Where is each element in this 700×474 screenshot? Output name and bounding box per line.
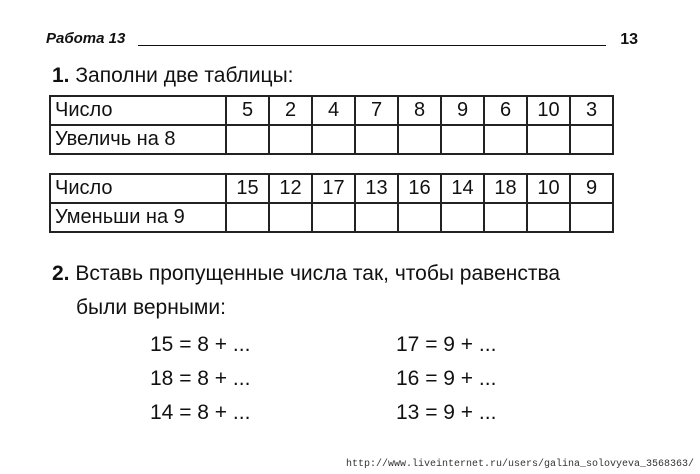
answer-cell[interactable] [398, 203, 441, 232]
table-cell-value: 15 [226, 174, 269, 203]
table-row [50, 174, 613, 203]
source-watermark: http://www.liveinternet.ru/users/galina_solovyeva_3568363/ [345, 459, 694, 470]
table-cell-value: 13 [355, 174, 398, 203]
answer-cell[interactable] [269, 125, 312, 154]
task1-heading [52, 64, 294, 88]
row-label-decrease: Уменьши на 9 [50, 203, 226, 232]
answer-cell[interactable] [570, 125, 613, 154]
table-cell-value: 14 [441, 174, 484, 203]
answer-cell[interactable] [355, 125, 398, 154]
table-cell-value: 9 [570, 174, 613, 203]
equation-right: 16 = 9 + ... [396, 367, 497, 390]
table-row [50, 125, 613, 154]
table-decrease [49, 173, 614, 233]
table-cell-value: 16 [398, 174, 441, 203]
answer-cell[interactable] [226, 203, 269, 232]
equation-left: 14 = 8 + ... [150, 401, 251, 424]
answer-cell[interactable] [398, 125, 441, 154]
table-cell-value: 10 [527, 174, 570, 203]
row-label-number: Число [50, 96, 226, 125]
table-cell-value: 18 [484, 174, 527, 203]
task2-number: 2. [52, 262, 70, 285]
table-row [50, 203, 613, 232]
table-cell-value: 10 [527, 96, 570, 125]
table-cell-value: 3 [570, 96, 613, 125]
table-cell-value: 8 [398, 96, 441, 125]
header-rule [138, 45, 606, 46]
table-cell-value: 6 [484, 96, 527, 125]
table-cell-value: 12 [269, 174, 312, 203]
answer-cell[interactable] [269, 203, 312, 232]
table-cell-value: 2 [269, 96, 312, 125]
answer-cell[interactable] [441, 125, 484, 154]
table-cell-value: 5 [226, 96, 269, 125]
answer-cell[interactable] [527, 203, 570, 232]
task1-number: 1. [52, 64, 70, 87]
answer-cell[interactable] [441, 203, 484, 232]
table-cell-value: 9 [441, 96, 484, 125]
table-cell-value: 7 [355, 96, 398, 125]
table-cell-value: 17 [312, 174, 355, 203]
task1-text: Заполни две таблицы: [75, 64, 294, 87]
answer-cell[interactable] [527, 125, 570, 154]
equation-left: 18 = 8 + ... [150, 367, 251, 390]
work-title: Работа 13 [46, 30, 126, 47]
page-header [46, 28, 638, 50]
row-label-number: Число [50, 174, 226, 203]
equation-right: 17 = 9 + ... [396, 333, 497, 356]
page-number: 13 [620, 31, 638, 48]
answer-cell[interactable] [226, 125, 269, 154]
answer-cell[interactable] [312, 125, 355, 154]
equation-right: 13 = 9 + ... [396, 401, 497, 424]
equation-left: 15 = 8 + ... [150, 333, 251, 356]
table-row [50, 96, 613, 125]
task2-text-line2: были верными: [76, 296, 226, 319]
table-cell-value: 4 [312, 96, 355, 125]
task2-heading [52, 262, 560, 286]
row-label-increase: Увеличь на 8 [50, 125, 226, 154]
answer-cell[interactable] [355, 203, 398, 232]
answer-cell[interactable] [484, 203, 527, 232]
answer-cell[interactable] [570, 203, 613, 232]
answer-cell[interactable] [312, 203, 355, 232]
task2-text-line1: Вставь пропущенные числа так, чтобы равенства [75, 262, 561, 285]
answer-cell[interactable] [484, 125, 527, 154]
table-increase [49, 95, 614, 155]
